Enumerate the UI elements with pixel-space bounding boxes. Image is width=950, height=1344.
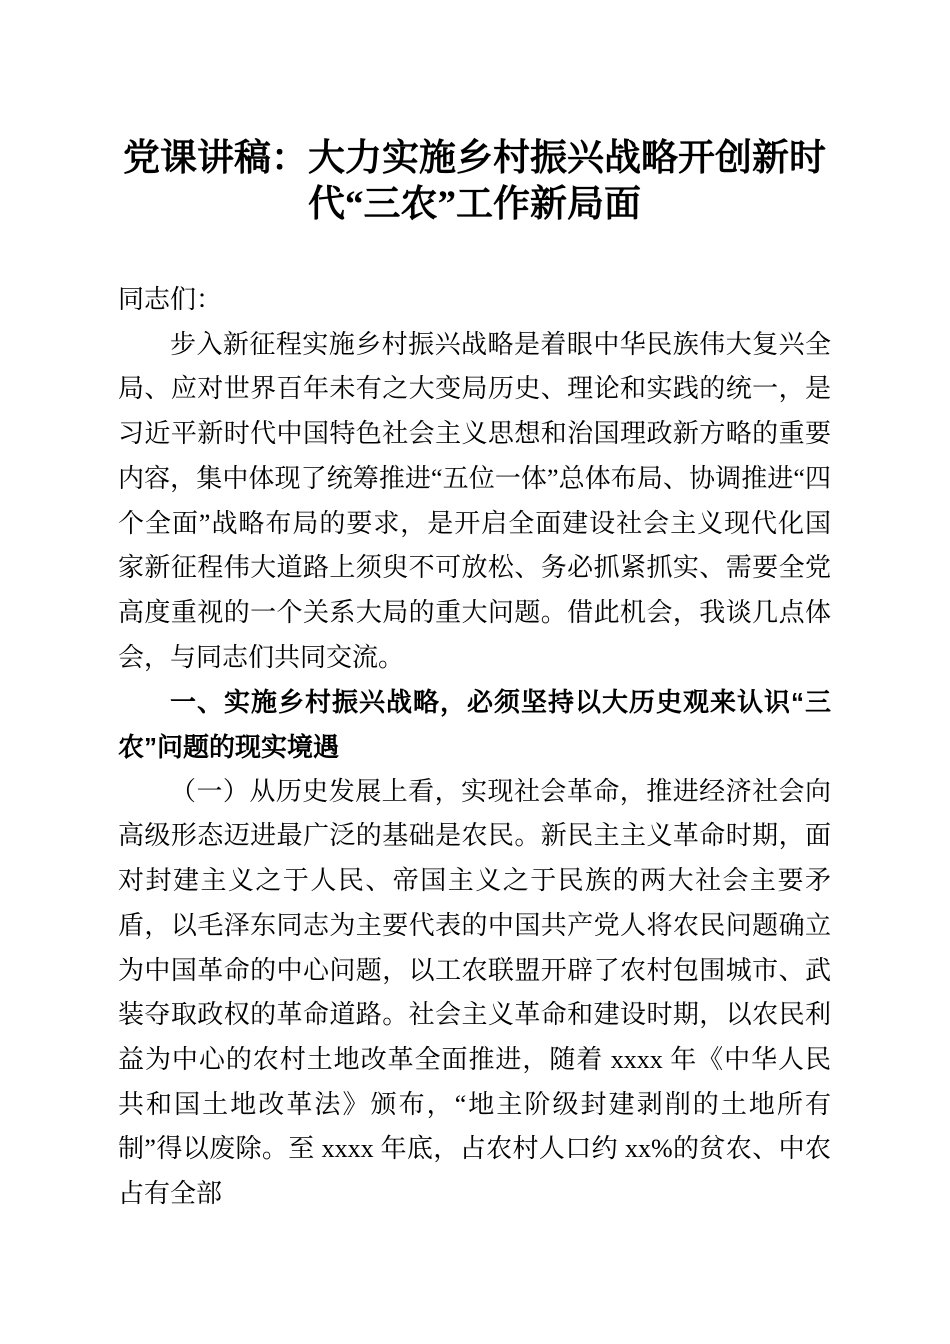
paragraph-intro: 步入新征程实施乡村振兴战略是着眼中华民族伟大复兴全局、应对世界百年未有之大变局历史、理论和实践的统一，是习近平新时代中国特色社会主义思想和治国理政新方略的重要内容，集中体现了统筹推进“五位一体”总体布局、协调推进“四个全面”战略布局的要求，是开启全面建设社会主义现代化国家新征程伟大道路上须臾不可放松、务必抓紧抓实、需要全党高度重视的一个关系大局的重大问题。借此机会，我谈几点体会，与同志们共同交流。 [118, 329, 831, 672]
document-title: 党课讲稿：大力实施乡村振兴战略开创新时代“三农”工作新局面 [123, 138, 826, 225]
section-heading-1: 一、实施乡村振兴战略，必须坚持以大历史观来认识“三农”问题的现实境遇 [118, 687, 831, 763]
paragraph-subsection-1: （一）从历史发展上看，实现社会革命，推进经济社会向高级形态迈进最广泛的基础是农民。新民主主义革命时期，面对封建主义之于人民、帝国主义之于民族的两大社会主要矛盾，以毛泽东同志为主要代表的中国共产党人将农民问题确立为中国革命的中心问题，以工农联盟开辟了农村包围城市、武装夺取政权的革命道路。社会主义革命和建设时期，以农民利益为中心的农村土地改革全面推进，随着 xxxx 年《中华人民共和国土地改革法》颁布，“地主阶级封建剥削的土地所有制”得以废除。至 xxxx 年底，占农村人口约 xx%的贫农、中农占有全部 [118, 776, 831, 1209]
paragraph-salutation: 同志们： [118, 285, 223, 314]
